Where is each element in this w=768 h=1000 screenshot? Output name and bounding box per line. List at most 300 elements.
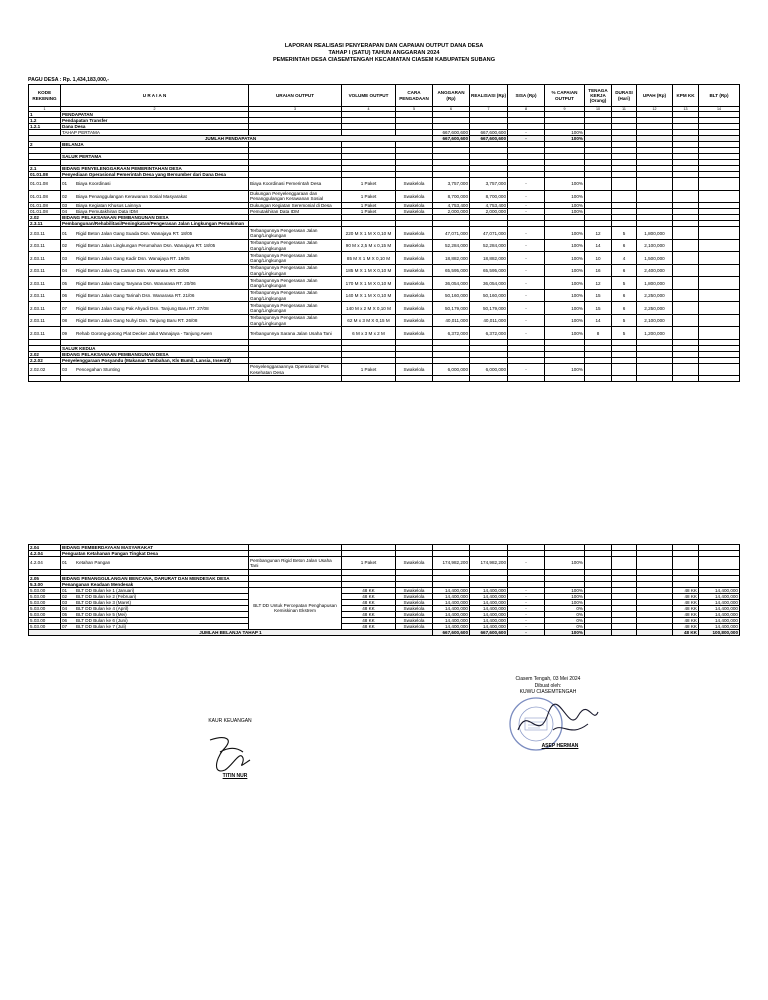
cara-cell: Swakelola [396, 599, 433, 605]
cara-cell: Swakelola [396, 190, 433, 203]
volume-cell: 1 Paket [342, 557, 396, 570]
anggaran-cell: 18,882,000 [433, 252, 470, 265]
uraian-cell [61, 302, 249, 315]
column-number: 3 [249, 107, 342, 112]
realisasi-cell: 2,000,000 [470, 209, 508, 215]
blt-cell [699, 302, 740, 315]
blt-cell [699, 327, 740, 340]
anggaran-cell: 6,372,000 [433, 327, 470, 340]
uraian-text: Rehab Gorong-gorong Plat Decker Jalut Wanajaya - Tanjung Awen [76, 330, 213, 336]
cara-cell: Swakelola [396, 277, 433, 290]
table-row [29, 264, 740, 277]
cara-cell: Swakelola [396, 617, 433, 623]
upah-cell: 2,250,000 [637, 289, 673, 302]
realisasi-cell: 667,600,600 [470, 629, 508, 635]
blt-cell [699, 227, 740, 240]
blt-cell [699, 239, 740, 252]
kode-rekening: 5.03.00 [29, 617, 61, 623]
kode-rekening: 1.2.1 [29, 124, 61, 130]
output-cell [249, 376, 342, 382]
item-number: 01 [62, 587, 68, 593]
anggaran-cell: 40,011,000 [433, 314, 470, 327]
uraian-cell [61, 190, 249, 203]
realisasi-cell: 3,757,000 [470, 178, 508, 191]
capaian-cell: 100% [545, 593, 585, 599]
volume-cell: 6 M x 3 M x 2 M [342, 327, 396, 340]
kode-rekening: 5.03.00 [29, 611, 61, 617]
output-cell: Terbangunnya Sarana Jalan Usaha Tani [249, 327, 342, 340]
uraian-text: Rigid Beton Jalan Gg Caman Dsn. Wanarasa RT. 20/06 [76, 268, 190, 274]
uraian-cell [61, 277, 249, 290]
anggaran-cell: 52,284,000 [433, 239, 470, 252]
volume-cell: 48 KK [342, 599, 396, 605]
sisa-cell: - [508, 363, 545, 376]
durasi-cell: 5 [612, 227, 637, 240]
empty-cell [612, 629, 637, 635]
durasi-cell [612, 190, 637, 203]
table-row [29, 376, 740, 382]
realisasi-cell: 50,179,000 [470, 302, 508, 315]
volume-cell: 1 Paket [342, 190, 396, 203]
item-number: 02 [62, 243, 68, 249]
uraian-cell [61, 314, 249, 327]
uraian-cell [61, 221, 249, 227]
table-row [29, 252, 740, 265]
blt-cell [699, 190, 740, 203]
item-number: 03 [62, 367, 68, 373]
uraian-text: PENDAPATAN [62, 112, 93, 117]
uraian-text: Biaya Penanggulangan Kerawanan Sosial Masyarakat [76, 193, 187, 199]
capaian-cell: 100% [545, 557, 585, 570]
uraian-text: Biaya Kegiatan Khusus Lainnya [76, 203, 141, 209]
upah-cell [637, 376, 673, 382]
output-cell: Terbangunnya Pengerasan Jalan Gang/Lingkungan [249, 264, 342, 277]
kpm-cell [673, 557, 699, 570]
durasi-cell: 5 [612, 277, 637, 290]
item-number: 04 [62, 268, 68, 274]
realisasi-cell: 36,054,000 [470, 277, 508, 290]
kode-rekening: 4.2.04 [29, 557, 61, 570]
volume-cell: 140 M x 2 M X 0,10 M [342, 302, 396, 315]
column-number: 8 [508, 107, 545, 112]
capaian-cell: 0% [545, 623, 585, 629]
cara-cell: Swakelola [396, 557, 433, 570]
realisasi-cell: 6,372,000 [470, 327, 508, 340]
anggaran-cell: 8,700,000 [433, 190, 470, 203]
column-number: 11 [612, 107, 637, 112]
uraian-text: Penguatan Ketahanan Pangan Tingkat Desa [62, 551, 158, 556]
item-number: 01 [62, 560, 68, 566]
capaian-cell: 100% [545, 227, 585, 240]
volume-cell: 1 Paket [342, 209, 396, 215]
tenaga-cell [585, 190, 612, 203]
col-uraian: U R A I A N [61, 85, 249, 107]
kpm-cell [673, 314, 699, 327]
sisa-cell: - [508, 227, 545, 240]
col-realisasi: REALISASI (Rp) [470, 85, 508, 107]
cara-cell: Swakelola [396, 363, 433, 376]
tenaga-cell: 12 [585, 227, 612, 240]
tenaga-cell: 15 [585, 289, 612, 302]
output-cell: Terbangunnya Pengerasan Jalan Gang/Lingkungan [249, 227, 342, 240]
kades-name: ASEP HERMAN [541, 743, 579, 749]
realisasi-cell: 6,000,000 [470, 363, 508, 376]
anggaran-cell: 174,982,200 [433, 557, 470, 570]
kode-rekening: 2.03.11 [29, 264, 61, 277]
sisa-cell: - [508, 136, 545, 142]
uraian-text: Rigid Beton Jalan Gang Taryana Dsn. Wanarasa RT. 20/06 [76, 280, 196, 286]
signature-place-date: Ciasem Tengah, 03 Mei 2024 [515, 676, 581, 682]
upah-cell: 1,800,000 [637, 277, 673, 290]
capaian-cell: 100% [545, 264, 585, 277]
realisasi-cell: 14,400,000 [470, 611, 508, 617]
sisa-cell: - [508, 587, 545, 593]
realisasi-cell: 50,160,000 [470, 289, 508, 302]
output-cell: Pembangunan Rigid Beton Jalan Usaha Tani [249, 557, 342, 570]
item-number: 05 [62, 611, 68, 617]
durasi-cell: 6 [612, 289, 637, 302]
upah-cell [637, 363, 673, 376]
upah-cell [637, 190, 673, 203]
sisa-cell: - [508, 611, 545, 617]
kode-rekening: 5.03.00 [29, 605, 61, 611]
realisasi-cell: 8,700,000 [470, 190, 508, 203]
sisa-cell: - [508, 277, 545, 290]
kode-rekening: 2.02.02 [29, 363, 61, 376]
cara-cell: Swakelola [396, 203, 433, 209]
kode-rekening: 2.1 [29, 166, 61, 172]
sisa-cell: - [508, 209, 545, 215]
output-cell: Terbangunnya Pengerasan Jalan Gang/Lingkungan [249, 277, 342, 290]
capaian-cell: 100% [545, 277, 585, 290]
kode-rekening: 2.03.11 [29, 252, 61, 265]
item-number: 09 [62, 330, 68, 336]
table-row [29, 239, 740, 252]
uraian-text: BIDANG PEMBERDAYAAN MASYARAKAT [62, 545, 154, 550]
cara-cell: Swakelola [396, 314, 433, 327]
uraian-cell [61, 264, 249, 277]
durasi-cell [612, 363, 637, 376]
durasi-cell: 4 [612, 252, 637, 265]
uraian-text: BIDANG PELAKSANAAN PEMBANGUNAN DESA [62, 351, 169, 357]
cara-cell: Swakelola [396, 178, 433, 191]
capaian-cell: 100% [545, 239, 585, 252]
realisasi-cell: 174,982,200 [470, 557, 508, 570]
col-tenaga: TENAGA KERJA (Orang) [585, 85, 612, 107]
blt-cell: 14,400,000 [699, 623, 740, 629]
tenaga-cell: 15 [585, 302, 612, 315]
capaian-cell: 100% [545, 190, 585, 203]
sisa-cell: - [508, 327, 545, 340]
sisa-cell: - [508, 264, 545, 277]
kpm-cell [673, 252, 699, 265]
report-table-page-2 [28, 544, 740, 636]
volume-cell: 48 KK [342, 623, 396, 629]
cara-cell: Swakelola [396, 209, 433, 215]
table-row [29, 277, 740, 290]
kode-rekening: 2.03.11 [29, 302, 61, 315]
blt-cell [699, 363, 740, 376]
col-kpm: KPM KK [673, 85, 699, 107]
title-line-2: TAHAP I (SATU) TAHUN ANGGARAN 2024 [328, 50, 440, 56]
item-number: 01 [62, 181, 68, 187]
blt-cell: 14,400,000 [699, 593, 740, 599]
durasi-cell [612, 178, 637, 191]
cara-cell: Swakelola [396, 623, 433, 629]
blt-cell [699, 277, 740, 290]
kpm-cell: 48 KK [673, 605, 699, 611]
kode-rekening: 01.01.08 [29, 209, 61, 215]
cara-cell: Swakelola [396, 593, 433, 599]
uraian-text: Rigid Beton Jalan Gang Pak Ahyadi Dsn. Tanjung Baru RT. 27/08 [76, 305, 209, 311]
tenaga-cell: 12 [585, 277, 612, 290]
item-number: 03 [62, 255, 68, 261]
capaian-cell: 100% [545, 289, 585, 302]
kode-rekening: 2.02 [29, 351, 61, 357]
uraian-text: TAHAP PERTAMA [62, 130, 100, 135]
kode-rekening: 2.03.11 [29, 239, 61, 252]
anggaran-cell: 6,000,000 [433, 363, 470, 376]
uraian-text: BIDANG PENANGGULANGAN BENCANA, DARURAT DAN MENDESAK DESA [62, 575, 230, 581]
item-number: 07 [62, 623, 68, 629]
realisasi-cell: 14,400,000 [470, 587, 508, 593]
realisasi-cell: 18,882,000 [470, 252, 508, 265]
empty-cell [637, 629, 673, 635]
kode-rekening: 01.01.08 [29, 203, 61, 209]
column-number: 9 [545, 107, 585, 112]
kode-rekening [29, 376, 61, 382]
realisasi-cell: 47,071,000 [470, 227, 508, 240]
tenaga-cell [585, 376, 612, 382]
anggaran-cell: 667,600,600 [433, 130, 470, 136]
sisa-cell: - [508, 314, 545, 327]
volume-cell: 185 M X 1 M X 0,10 M [342, 264, 396, 277]
uraian-cell [61, 227, 249, 240]
uraian-text: BELANJA [62, 142, 84, 147]
column-number: 4 [342, 107, 396, 112]
realisasi-cell: 40,011,000 [470, 314, 508, 327]
uraian-text: Pembangunan/Rehabilitasi/Peningkatan/Pengerasan Jalan Lingkungan Pemukiman [62, 221, 245, 227]
blt-cell [699, 178, 740, 191]
kpm-cell: 48 KK [673, 611, 699, 617]
column-number: 1 [29, 107, 61, 112]
column-number: 2 [61, 107, 249, 112]
uraian-text: Pendapatan Transfer [62, 118, 108, 123]
capaian-cell: 100% [545, 629, 585, 635]
kode-rekening: 2.3.11 [29, 221, 61, 227]
sisa-cell: - [508, 302, 545, 315]
anggaran-cell: 65,595,000 [433, 264, 470, 277]
column-number: 6 [433, 107, 470, 112]
item-number: 06 [62, 293, 68, 299]
kode-rekening: 5.03.00 [29, 587, 61, 593]
output-cell: Dukungan Kegiatan Seremonial di Desa [249, 203, 342, 209]
col-blt: BLT (Rp) [699, 85, 740, 107]
uraian-text: Dana Desa [62, 124, 86, 129]
realisasi-cell: 14,400,000 [470, 623, 508, 629]
volume-cell: 62 M x 3 M X 0,15 M [342, 314, 396, 327]
empty-cell [585, 629, 612, 635]
capaian-cell: 100% [545, 178, 585, 191]
blt-cell [699, 376, 740, 382]
uraian-text: BLT DD Bulan ke 5 (Mei) [76, 611, 127, 617]
volume-cell: 1 Paket [342, 178, 396, 191]
realisasi-cell: 667,600,600 [470, 136, 508, 142]
realisasi-cell: 667,600,600 [470, 130, 508, 136]
column-number: 12 [637, 107, 673, 112]
kode-rekening: 1.2 [29, 118, 61, 124]
uraian-text: Rigid Beton Jalan Gang Suada Dsn. Wanajaya RT. 18/05 [76, 230, 193, 236]
item-number: 05 [62, 280, 68, 286]
total-label: JUMLAH BELANJA TAHAP 1 [29, 629, 433, 635]
tenaga-cell: 10 [585, 252, 612, 265]
uraian-text: Rigid Beton Jalan Lingkungan Perumahan Dsn. Wanajaya RT. 18/05 [76, 243, 216, 249]
sisa-cell: - [508, 557, 545, 570]
uraian-cell [61, 172, 249, 178]
sisa-cell: - [508, 623, 545, 629]
table-row [29, 629, 740, 635]
durasi-cell: 6 [612, 302, 637, 315]
sisa-cell: - [508, 629, 545, 635]
blt-cell [699, 252, 740, 265]
uraian-text: SALUR KEDUA [62, 345, 96, 351]
realisasi-cell: 14,400,000 [470, 617, 508, 623]
output-cell: Pemutakhiran Data IDM [249, 209, 342, 215]
uraian-text: Ketahan Pangan [76, 560, 111, 566]
sisa-cell: - [508, 599, 545, 605]
capaian-cell: 100% [545, 136, 585, 142]
kpm-cell [673, 327, 699, 340]
kode-rekening: 2.03.11 [29, 227, 61, 240]
realisasi-cell: 14,400,000 [470, 593, 508, 599]
kpm-cell: 48 KK [673, 587, 699, 593]
col-capaian: % CAPAIAN OUTPUT [545, 85, 585, 107]
uraian-cell [61, 239, 249, 252]
kpm-cell: 48 KK [673, 629, 699, 635]
table-row [29, 302, 740, 315]
durasi-cell [612, 376, 637, 382]
column-number: 13 [673, 107, 699, 112]
cara-cell: Swakelola [396, 252, 433, 265]
kpm-cell [673, 227, 699, 240]
anggaran-cell: 47,071,000 [433, 227, 470, 240]
anggaran-cell: 14,400,000 [433, 605, 470, 611]
capaian-cell: 100% [545, 252, 585, 265]
uraian-text: Penyediaan Operasional Pemerintah Desa yang Bersumber dari Dana Desa [62, 172, 226, 177]
realisasi-cell: 52,284,000 [470, 239, 508, 252]
item-number: 06 [62, 617, 68, 623]
total-label: JUMLAH PENDAPATAN [29, 136, 433, 142]
cara-cell: Swakelola [396, 611, 433, 617]
volume-cell: 1 Paket [342, 363, 396, 376]
uraian-text: BLT DD Bulan ke 1 (Januari) [76, 587, 135, 593]
capaian-cell: 0% [545, 617, 585, 623]
table-row [29, 557, 740, 570]
capaian-cell: 100% [545, 599, 585, 605]
column-number: 7 [470, 107, 508, 112]
kpm-cell: 48 KK [673, 593, 699, 599]
col-output: URAIAN OUTPUT [249, 85, 342, 107]
kpm-cell: 48 KK [673, 623, 699, 629]
sisa-cell: - [508, 605, 545, 611]
uraian-text: Rigid Beton Jalan Gang Kadir Dsn. Wanajaya RT. 19/05 [76, 255, 190, 261]
col-kode: KODE REKENING [29, 85, 61, 107]
kode-rekening: 5.03.00 [29, 623, 61, 629]
uraian-text: BLT DD Bulan ke 2 (Februari) [76, 593, 137, 599]
col-anggaran: ANGGARAN (Rp) [433, 85, 470, 107]
uraian-text: Penyelenggaraan Posyandu (Makanan Tambahan, Kls Bumil, Lansia, Insentif) [62, 357, 231, 363]
anggaran-cell: 50,179,000 [433, 302, 470, 315]
volume-cell: 48 KK [342, 617, 396, 623]
cara-cell: Swakelola [396, 605, 433, 611]
output-cell: Terbangunnya Pengerasan Jalan Gang/Lingkungan [249, 252, 342, 265]
uraian-text: Rigid Beton Jalan Gang Tarinah Dsn. Wanarasa RT. 21/06 [76, 293, 195, 299]
kades-title: KUWU CIASEMTENGAH [519, 689, 577, 695]
blt-cell [699, 314, 740, 327]
durasi-cell: 5 [612, 314, 637, 327]
kode-rekening: 2.03.11 [29, 327, 61, 340]
capaian-cell: 100% [545, 327, 585, 340]
cara-cell: Swakelola [396, 302, 433, 315]
uraian-cell [61, 376, 249, 382]
tenaga-cell: 8 [585, 327, 612, 340]
title-line-1: LAPORAN REALISASI PENYERAPAN DAN CAPAIAN OUTPUT DANA DESA [284, 43, 484, 49]
uraian-text: BLT DD Bulan ke 3 (Maret) [76, 599, 131, 605]
blt-cell [699, 289, 740, 302]
cara-cell: Swakelola [396, 327, 433, 340]
capaian-cell: 100% [545, 314, 585, 327]
capaian-cell: 100% [545, 363, 585, 376]
kpm-cell [673, 376, 699, 382]
kode-rekening: 2.02 [29, 215, 61, 221]
volume-cell [342, 376, 396, 382]
sisa-cell: - [508, 289, 545, 302]
uraian-text: BLT DD Bulan ke 6 (Juni) [76, 617, 128, 623]
volume-cell: 85 M X 1 M X 0,10 M [342, 252, 396, 265]
kpm-cell [673, 190, 699, 203]
cara-cell: Swakelola [396, 289, 433, 302]
kode-rekening: 4.2.04 [29, 551, 61, 557]
column-number: 14 [699, 107, 740, 112]
output-cell: Penyelenggaraannya Operasional Pos Kesehatan Desa [249, 363, 342, 376]
item-number: 04 [62, 209, 68, 215]
output-cell: Biaya Koordinasi Pemerintah Desa [249, 178, 342, 191]
title-line-3: PEMERINTAH DESA CIASEMTENGAH KECAMATAN CIASEM KABUPATEN SUBANG [272, 57, 496, 63]
sisa-cell: - [508, 593, 545, 599]
blt-output-cell: BLT DD Untuk Percepatan Penghapusan Kemiskinan Ekstrem [249, 587, 342, 629]
volume-cell: 48 KK [342, 611, 396, 617]
anggaran-cell: 50,160,000 [433, 289, 470, 302]
uraian-cell [61, 557, 249, 570]
kode-rekening: 1 [29, 112, 61, 118]
upah-cell: 2,250,000 [637, 302, 673, 315]
sisa-cell: - [508, 130, 545, 136]
table-header-row [29, 85, 740, 107]
capaian-cell: 100% [545, 209, 585, 215]
anggaran-cell: 667,600,600 [433, 136, 470, 142]
anggaran-cell: 14,400,000 [433, 587, 470, 593]
kpm-cell [673, 289, 699, 302]
anggaran-cell [433, 376, 470, 382]
durasi-cell: 6 [612, 239, 637, 252]
uraian-text: BIDANG PENYELENGGARAAN PEMERINTAHAN DESA [62, 166, 182, 171]
table-row [29, 289, 740, 302]
item-number: 08 [62, 318, 68, 324]
realisasi-cell: 14,400,000 [470, 605, 508, 611]
anggaran-cell: 14,400,000 [433, 593, 470, 599]
volume-cell: 48 KK [342, 593, 396, 599]
table-row [29, 327, 740, 340]
